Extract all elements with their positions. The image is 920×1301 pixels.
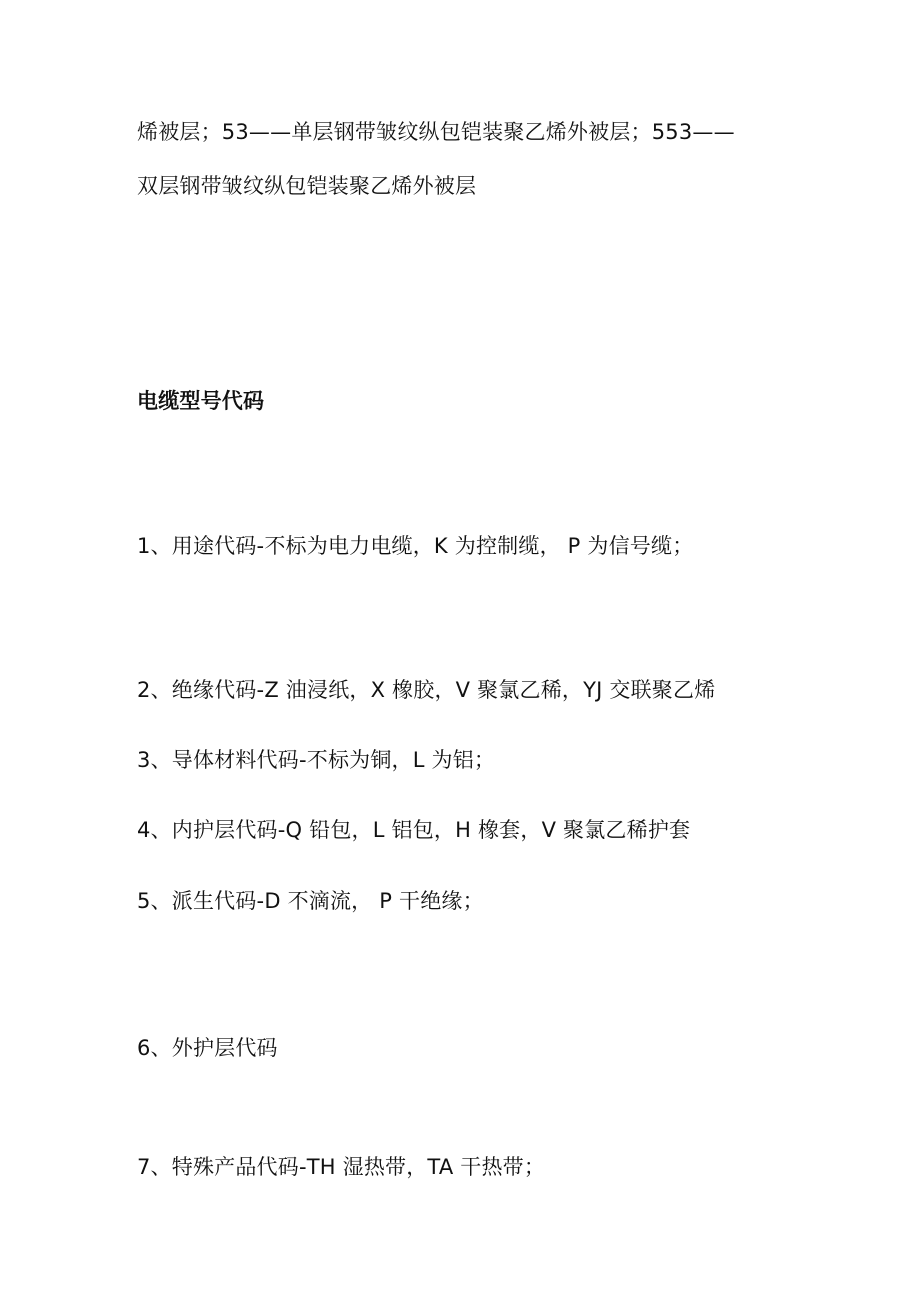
list-item-2: 2、绝缘代码-Z 油浸纸，X 橡胶，V 聚氯乙稀，YJ 交联聚乙烯 bbox=[137, 678, 716, 702]
intro-line-1: 烯被层；53——单层钢带皱纹纵包铠装聚乙烯外被层；553—— bbox=[137, 120, 735, 144]
list-item-6: 6、外护层代码 bbox=[137, 1036, 278, 1060]
section-title: 电缆型号代码 bbox=[137, 389, 265, 413]
list-item-4: 4、内护层代码-Q 铅包，L 铝包，H 橡套，V 聚氯乙稀护套 bbox=[137, 818, 691, 842]
intro-line-2: 双层钢带皱纹纵包铠装聚乙烯外被层 bbox=[137, 174, 477, 198]
list-item-1: 1、用途代码-不标为电力电缆，K 为控制缆， P 为信号缆； bbox=[137, 534, 694, 558]
list-item-5: 5、派生代码-D 不滴流， P 干绝缘； bbox=[137, 889, 484, 913]
list-item-3: 3、导体材料代码-不标为铜，L 为铝； bbox=[137, 748, 496, 772]
list-item-7: 7、特殊产品代码-TH 湿热带，TA 干热带； bbox=[137, 1155, 546, 1179]
